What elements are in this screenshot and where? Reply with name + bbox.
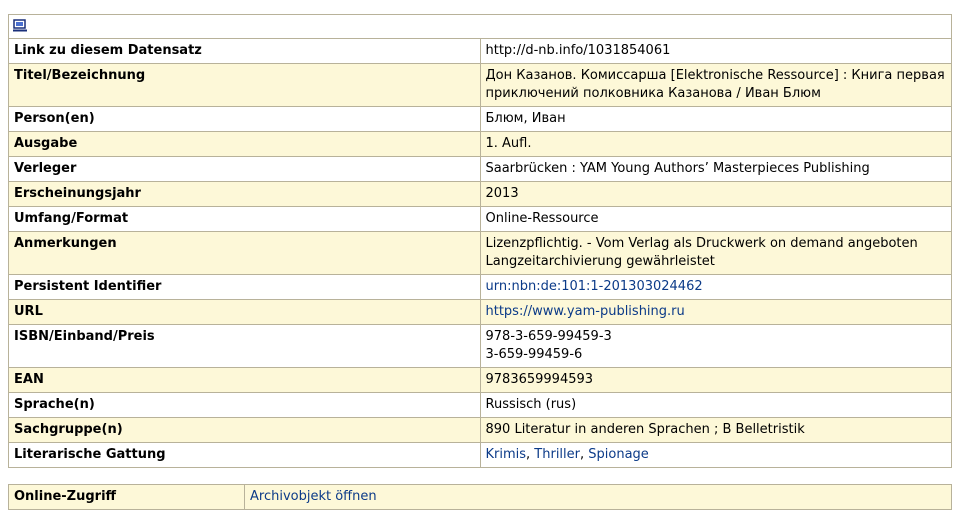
row-value (245, 485, 952, 510)
row-label: Umfang/Format (9, 207, 481, 232)
row-label: Titel/Bezeichnung (9, 64, 481, 107)
row-label: Online-Zugriff (9, 485, 245, 510)
row-label: Sachgruppe(n) (9, 418, 481, 443)
row-url (9, 300, 952, 325)
isbn-line: 978-3-659-99459-3 (485, 329, 612, 344)
row-label: Anmerkungen (9, 232, 481, 275)
computer-monitor-icon[interactable] (13, 19, 27, 32)
genre-separator: , (526, 447, 535, 462)
row-verleger (9, 157, 952, 182)
row-value: Online-Ressource (480, 207, 952, 232)
toolbar-row (9, 15, 952, 39)
row-label: Erscheinungsjahr (9, 182, 481, 207)
genre-link-thriller[interactable]: Thriller (534, 447, 580, 462)
row-gattung (9, 443, 952, 468)
row-value: Russisch (rus) (480, 393, 952, 418)
row-jahr (9, 182, 952, 207)
row-ausgabe (9, 132, 952, 157)
record-table (8, 14, 952, 468)
online-access-table (8, 484, 952, 510)
record-container (8, 14, 952, 510)
note-line: Langzeitarchivierung gewährleistet (485, 254, 715, 269)
row-sachgruppe (9, 418, 952, 443)
row-label: EAN (9, 368, 481, 393)
section-gap (8, 468, 952, 484)
row-value (480, 325, 952, 368)
row-label: Literarische Gattung (9, 443, 481, 468)
row-title (9, 64, 952, 107)
row-umfang (9, 207, 952, 232)
row-label: Verleger (9, 157, 481, 182)
row-value: Saarbrücken : YAM Young Authors’ Masterpieces Publishing (480, 157, 952, 182)
row-online (9, 485, 952, 510)
row-value: 1. Aufl. (480, 132, 952, 157)
row-anmerkungen (9, 232, 952, 275)
genre-link-krimis[interactable]: Krimis (485, 447, 527, 462)
row-person (9, 107, 952, 132)
note-line: Lizenzpflichtig. - Vom Verlag als Druckwerk on demand angeboten (485, 236, 918, 251)
row-label: Sprache(n) (9, 393, 481, 418)
row-label: Persistent Identifier (9, 275, 481, 300)
genre-separator: , (580, 447, 589, 462)
row-label: Ausgabe (9, 132, 481, 157)
row-value: Блюм, Иван (480, 107, 952, 132)
row-value: 2013 (480, 182, 952, 207)
row-label: Person(en) (9, 107, 481, 132)
row-pid (9, 275, 952, 300)
row-value: Дон Казанов. Комиссарша [Elektronische Ressource] : Книга первая приключений полковника Казанова / Иван Блюм (480, 64, 952, 107)
row-isbn (9, 325, 952, 368)
row-value (480, 300, 952, 325)
row-label: Link zu diesem Datensatz (9, 39, 481, 64)
row-ean (9, 368, 952, 393)
row-value (480, 275, 952, 300)
row-value (480, 232, 952, 275)
row-sprache (9, 393, 952, 418)
publisher-url-link[interactable]: https://www.yam-publishing.ru (485, 304, 685, 319)
urn-link[interactable]: urn:nbn:de:101:1-201303024462 (485, 279, 703, 294)
row-value: http://d-nb.info/1031854061 (480, 39, 952, 64)
row-value: 890 Literatur in anderen Sprachen ; B Belletristik (480, 418, 952, 443)
genre-link-spionage[interactable]: Spionage (588, 447, 649, 462)
row-value: 9783659994593 (480, 368, 952, 393)
row-label: URL (9, 300, 481, 325)
row-link (9, 39, 952, 64)
row-label: ISBN/Einband/Preis (9, 325, 481, 368)
isbn-line: 3-659-99459-6 (485, 347, 583, 362)
open-archive-link[interactable]: Archivobjekt öffnen (250, 489, 377, 504)
row-value (480, 443, 952, 468)
toolbar-cell (9, 15, 952, 39)
